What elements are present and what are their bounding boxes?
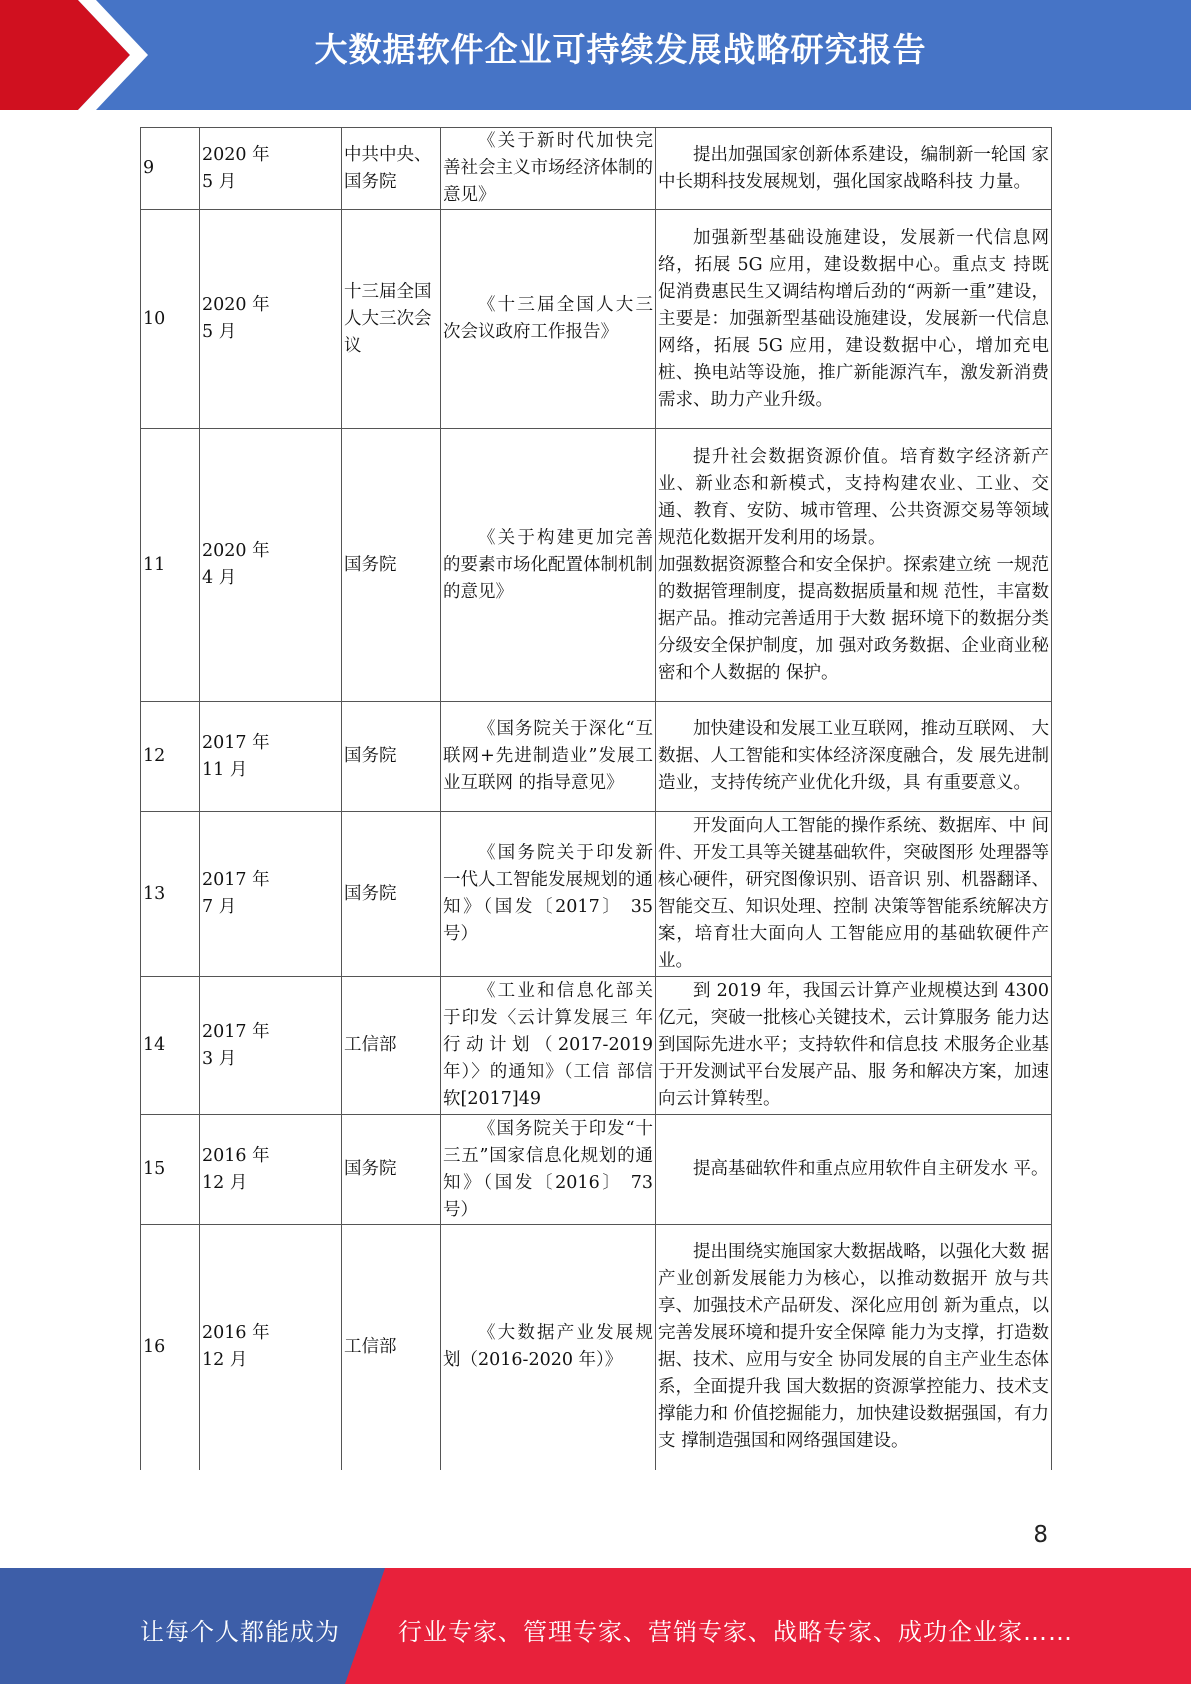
page-number: 8 (1033, 1522, 1048, 1548)
row-content: 到 2019 年，我国云计算产业规模达到 4300 亿元，突破一批核心关键技术，云计算服务 能力达到国际先进水平；支持软件和信息技 术服务企业基于开发测试平台发展产品、服 务和解决方案，加速向云计算转型。 (656, 977, 1052, 1115)
policy-table-container (140, 127, 1051, 1470)
row-number: 13 (141, 812, 200, 977)
row-date: 2017 年 7 月 (200, 812, 342, 977)
row-content: 提升社会数据资源价值。培育数字经济新产 业、新业态和新模式，支持构建农业、工业、交通、教育、安防、城市管理、公共资源交易等领域规范化数据开发利用的场景。 加强数据资源整合和安全保护。探索建立统 一规范的数据管理制度，提高数据质量和规 范性，丰富数据产品。推动完善适用于大数 据环境下的数据分类分级安全保护制度，加 强对政务数据、企业商业秘密和个人数据的 保护。 (656, 429, 1052, 702)
row-issuer: 国务院 (342, 702, 441, 812)
row-date: 2020 年 5 月 (200, 128, 342, 210)
table-row (141, 1225, 1052, 1470)
row-number: 10 (141, 210, 200, 429)
row-document: 《国务院关于印发新 一代人工智能发展规划的通知》（国发〔2017〕 35 号） (441, 812, 656, 977)
table-row (141, 429, 1052, 702)
row-date: 2020 年 5 月 (200, 210, 342, 429)
row-content: 提高基础软件和重点应用软件自主研发水 平。 (656, 1115, 1052, 1225)
row-content: 开发面向人工智能的操作系统、数据库、中 间件、开发工具等关键基础软件，突破图形 处理器等核心硬件，研究图像识别、语音识 别、机器翻译、智能交互、知识处理、控制 决策等智能系统解决方案，培育壮大面向人 工智能应用的基础软硬件产业。 (656, 812, 1052, 977)
row-date: 2017 年 11 月 (200, 702, 342, 812)
row-document: 《工业和信息化部关 于印发〈云计算发展三 年行动计划（2017-2019 年）〉的通知》（工信 部信软[2017]49 (441, 977, 656, 1115)
row-document: 《关于新时代加快完 善社会主义市场经济体制的意见》 (441, 128, 656, 210)
row-number: 15 (141, 1115, 200, 1225)
report-title: 大数据软件企业可持续发展战略研究报告 (314, 30, 927, 69)
row-issuer: 国务院 (342, 429, 441, 702)
table-row (141, 128, 1052, 210)
row-issuer: 国务院 (342, 812, 441, 977)
row-number: 16 (141, 1225, 200, 1470)
row-document: 《大数据产业发展规 划（2016-2020 年）》 (441, 1225, 656, 1470)
table-row (141, 210, 1052, 429)
row-content: 提出加强国家创新体系建设，编制新一轮国 家中长期科技发展规划，强化国家战略科技 力量。 (656, 128, 1052, 210)
row-document: 《国务院关于深化“互联网+先进制造业”发展工业互联网 的指导意见》 (441, 702, 656, 812)
row-content: 加快建设和发展工业互联网，推动互联网、 大数据、人工智能和实体经济深度融合，发 展先进制造业，支持传统产业优化升级，具 有重要意义。 (656, 702, 1052, 812)
row-issuer: 工信部 (342, 977, 441, 1115)
row-date: 2016 年 12 月 (200, 1115, 342, 1225)
table-row (141, 977, 1052, 1115)
row-document: 《国务院关于印发“十三五”国家信息化规划的通知》（国发〔2016〕 73 号） (441, 1115, 656, 1225)
row-issuer: 十三届全国人大三次会议 (342, 210, 441, 429)
row-issuer: 工信部 (342, 1225, 441, 1470)
row-document: 《十三届全国人大三 次会议政府工作报告》 (441, 210, 656, 429)
footer-slogan-left: 让每个人都能成为 (140, 1618, 340, 1646)
row-date: 2017 年 3 月 (200, 977, 342, 1115)
row-document: 《关于构建更加完善 的要素市场化配置体制机制的意见》 (441, 429, 656, 702)
row-number: 11 (141, 429, 200, 702)
page-footer (0, 1568, 1191, 1684)
row-content: 提出围绕实施国家大数据战略，以强化大数 据产业创新发展能力为核心，以推动数据开 放与共享、加强技术产品研发、深化应用创 新为重点，以完善发展环境和提升安全保障 能力为支撑，打造数据、技术、应用与安全 协同发展的自主产业生态体系，全面提升我 国大数据的资源掌控能力、技术支撑能力和 价值挖掘能力，加快建设数据强国，有力支 撑制造强国和网络强国建设。 (656, 1225, 1052, 1470)
page-header (0, 0, 1191, 110)
row-date: 2020 年 4 月 (200, 429, 342, 702)
row-number: 14 (141, 977, 200, 1115)
table-row (141, 1115, 1052, 1225)
row-issuer: 国务院 (342, 1115, 441, 1225)
table-row (141, 812, 1052, 977)
row-number: 12 (141, 702, 200, 812)
row-date: 2016 年 12 月 (200, 1225, 342, 1470)
row-content: 加强新型基础设施建设，发展新一代信息网 络，拓展 5G 应用，建设数据中心。重点支 持既促消费惠民生又调结构增后劲的“两新一重”建设，主要是：加强新型基础设施建设，发展新一代信息网络，拓展 5G 应用，建设数据中心，增加充电桩、换电站等设施，推广新能源汽车，激发新消费需求、助力产业升级。 (656, 210, 1052, 429)
policy-table (140, 127, 1052, 1470)
row-number: 9 (141, 128, 200, 210)
header-red-arrow-decoration (0, 0, 150, 110)
table-row (141, 702, 1052, 812)
row-issuer: 中共中央、国务院 (342, 128, 441, 210)
footer-slogan-right: 行业专家、管理专家、营销专家、战略专家、成功企业家…… (398, 1618, 1073, 1646)
